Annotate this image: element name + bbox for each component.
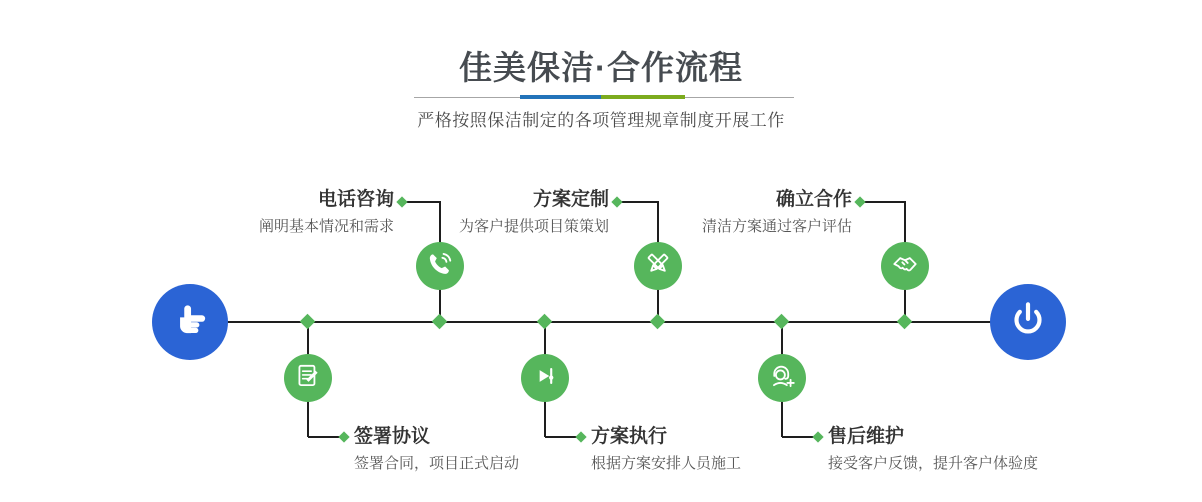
page-title: 佳美保洁·合作流程 [459, 49, 743, 86]
step-label-phone [259, 189, 394, 236]
divider-green-segment [601, 95, 685, 99]
step-label-contract [354, 426, 519, 473]
step-label-execute [591, 426, 741, 473]
design-pencils-icon [643, 249, 673, 284]
handshake-icon [890, 249, 920, 284]
start-node [152, 284, 228, 360]
timeline-node-diamond [537, 314, 553, 330]
label-pointer-diamond [854, 196, 865, 207]
connector-elbow [617, 201, 659, 203]
contract-icon [293, 361, 323, 396]
step-node-design [634, 242, 682, 290]
play-slider-icon [530, 361, 560, 396]
step-title: 签署协议 [354, 426, 431, 447]
step-desc: 接受客户反馈，提升客户体验度 [828, 455, 1039, 472]
page-subtitle: 严格按照保洁制定的各项管理规章制度开展工作 [417, 111, 785, 130]
step-title: 方案执行 [591, 426, 668, 447]
step-desc: 阐明基本情况和需求 [258, 218, 394, 235]
timeline-node-diamond [300, 314, 316, 330]
step-title: 电话咨询 [317, 189, 394, 210]
step-desc: 清洁方案通过客户评估 [701, 218, 852, 235]
power-icon [1005, 297, 1051, 348]
customer-service-icon [767, 361, 797, 396]
connector-elbow [860, 201, 906, 203]
phone-icon [425, 249, 455, 284]
step-title: 售后维护 [828, 426, 905, 447]
label-pointer-diamond [812, 431, 823, 442]
step-node-execute [521, 354, 569, 402]
step-desc: 根据方案安排人员施工 [591, 455, 742, 472]
label-pointer-diamond [338, 431, 349, 442]
step-desc: 签署合同，项目正式启动 [354, 455, 520, 472]
step-label-cooperate [702, 189, 852, 236]
label-pointer-diamond [396, 196, 407, 207]
step-title: 方案定制 [532, 189, 609, 210]
step-title: 确立合作 [775, 189, 852, 210]
timeline-node-diamond [774, 314, 790, 330]
label-pointer-diamond [575, 431, 586, 442]
divider-accent [520, 95, 685, 99]
step-node-contract [284, 354, 332, 402]
step-desc: 为客户提供项目策策划 [458, 218, 609, 235]
end-node [990, 284, 1066, 360]
timeline-node-diamond [650, 314, 666, 330]
step-label-design [459, 189, 609, 236]
timeline-node-diamond [897, 314, 913, 330]
timeline-node-diamond [432, 314, 448, 330]
divider-blue-segment [520, 95, 601, 99]
step-node-service [758, 354, 806, 402]
hand-pointer-icon [167, 297, 213, 348]
step-label-service [828, 426, 1038, 473]
step-node-phone [416, 242, 464, 290]
label-pointer-diamond [611, 196, 622, 207]
step-node-handshake [881, 242, 929, 290]
